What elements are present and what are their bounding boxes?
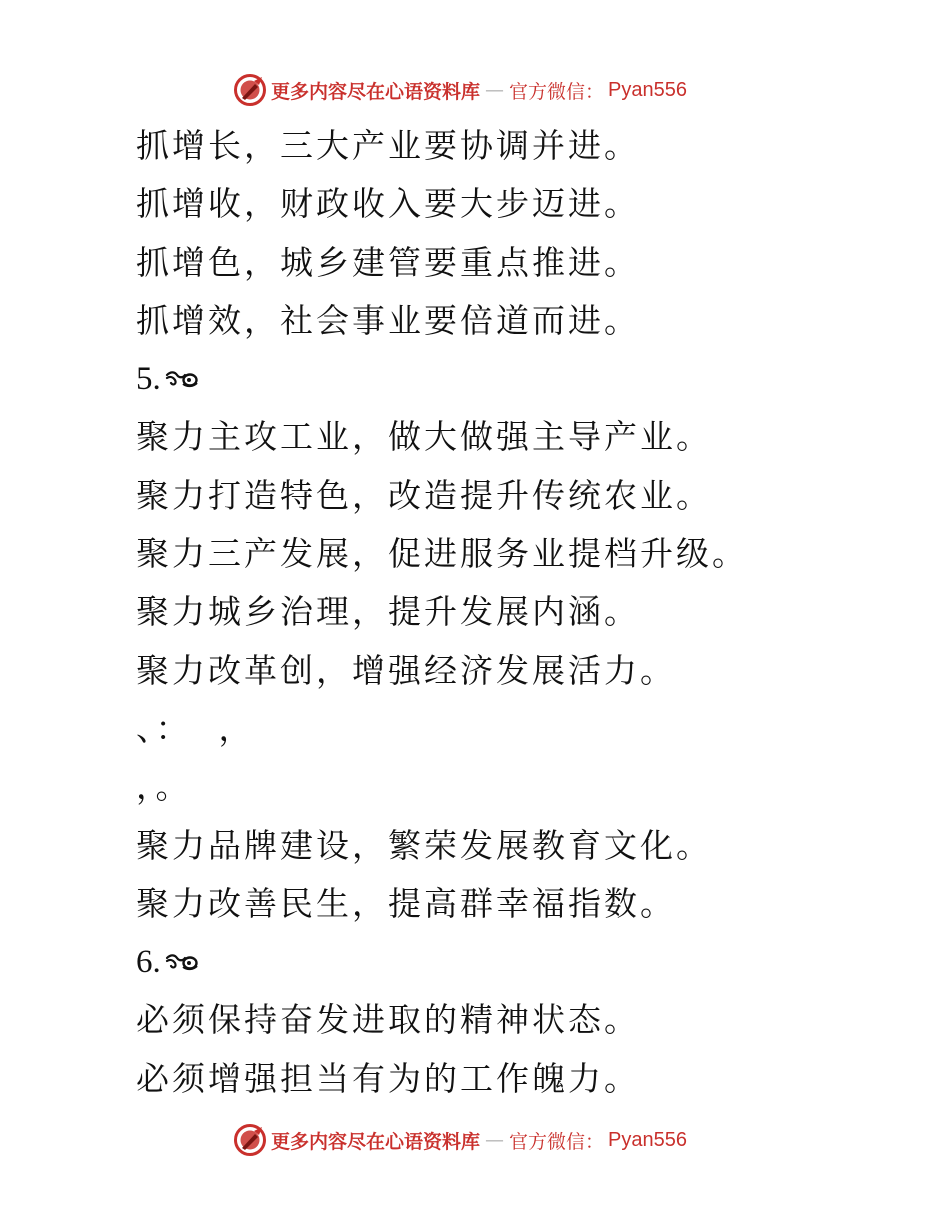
text-line: 抓增色，城乡建管要重点推进。 [136, 242, 640, 282]
text-line: 抓增收，财政收入要大步迈进。 [136, 184, 640, 224]
quill-logo-icon [233, 1123, 267, 1157]
document-body [136, 117, 916, 1108]
banner-separator: — [485, 79, 505, 101]
text-line: 聚力品牌建设，繁荣发展教育文化。 [136, 825, 712, 865]
text-line: 抓增效，社会事业要倍道而进。 [136, 300, 640, 340]
text-line: 必须增强担当有为的工作魄力。 [136, 1058, 640, 1098]
text-line: 聚力改善民生，提高群幸福指数。 [136, 883, 676, 923]
punctuation-line: ，。 [136, 767, 192, 807]
text-line: 抓增长，三大产业要协调并进。 [136, 126, 640, 165]
text-line: 聚力主攻工业，做大做强主导产业。 [136, 417, 712, 457]
text-line: 必须保持奋发进取的精神状态。 [136, 1000, 640, 1040]
text-line: 聚力打造特色，改造提升传统农业。 [136, 475, 712, 515]
text-line: 聚力改革创，增强经济发展活力。 [136, 650, 676, 690]
section-heading [136, 350, 916, 408]
banner-text: 更多内容尽在心语资料库 [271, 1130, 481, 1153]
punctuation-line: 、： ， [136, 708, 255, 748]
section-number: 5. [136, 361, 161, 398]
section-number: 6. [136, 944, 161, 981]
banner-wechat-label: 官方微信： [509, 1130, 605, 1153]
text-line: 聚力城乡治理，提升发展内涵。 [136, 592, 640, 632]
banner-wechat-id: Pyan556 [608, 1128, 687, 1151]
banner-wechat-id: Pyan556 [608, 78, 687, 101]
text-line: 聚力三产发展，促进服务业提档升级。 [136, 534, 748, 574]
header-watermark-banner [233, 72, 687, 108]
banner-wechat-label: 官方微信： [509, 80, 605, 103]
footer-watermark-banner [233, 1122, 687, 1158]
banner-separator: — [485, 1129, 505, 1151]
quill-logo-icon [233, 73, 267, 107]
ornament-glyph-icon [165, 369, 199, 389]
ornament-glyph-icon [165, 952, 199, 972]
section-heading [136, 933, 916, 991]
banner-text: 更多内容尽在心语资料库 [271, 80, 481, 103]
